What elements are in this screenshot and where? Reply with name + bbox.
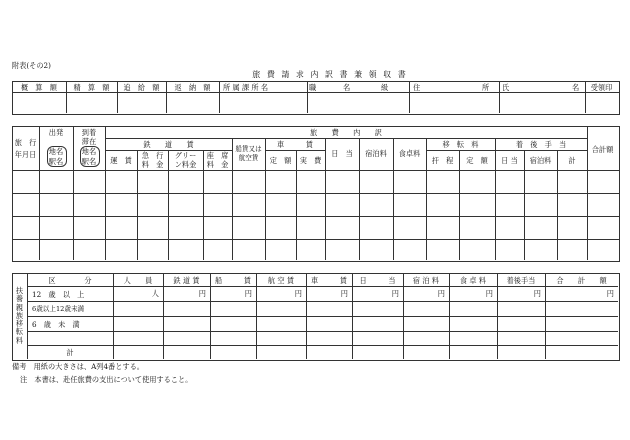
meal-label: 食卓料 — [398, 149, 421, 158]
header-address-2: 所 — [482, 83, 490, 92]
departure-station-label: 駅名 — [48, 157, 64, 166]
header-fullname-1: 氏 — [502, 83, 510, 92]
car-fixed-label: 定 額 — [269, 156, 292, 165]
family-header-daily: 日 当 — [359, 276, 396, 285]
daily-allowance-label: 日 当 — [331, 149, 353, 158]
ship-fare-label-1: 船賃又は — [235, 145, 262, 153]
header-department: 所 属 課 所 名 — [223, 83, 269, 92]
document-title: 旅 費 請 求 内 訳 書 兼 領 収 書 — [252, 70, 408, 79]
unit-yen-ship: 円 — [244, 289, 252, 298]
row-age-12-plus: 12 歳 以 上 — [32, 290, 85, 299]
unit-yen-total: 円 — [606, 289, 614, 298]
row-age-under-6: 6 歳 未 満 — [32, 320, 80, 329]
family-header-rail: 鉄 道 賃 — [173, 276, 200, 285]
green-label-2: ン料金 — [174, 160, 197, 169]
arrival-station-label: 駅名 — [81, 157, 97, 166]
unit-yen-lodging: 円 — [437, 289, 445, 298]
unit-yen-daily: 円 — [391, 289, 399, 298]
family-header-lodging: 宿 泊 料 — [412, 276, 440, 285]
header-grade: 級 — [381, 83, 389, 92]
dependents-side-label: 扶 養 親 族 移 転 料 — [15, 286, 24, 345]
family-header-category: 区 分 — [48, 276, 92, 285]
family-header-car: 車 賃 — [311, 276, 347, 285]
car-actual-label: 実 費 — [299, 156, 322, 165]
express-label-2: 料 金 — [141, 160, 164, 169]
header-refund: 返 納 額 — [174, 83, 211, 92]
rail-fare-group: 鉄 道 賃 — [143, 140, 194, 149]
total-amount-label: 合計額 — [591, 145, 614, 154]
moving-fixed-label: 定 額 — [466, 156, 488, 165]
post-arrival-group: 着 後 手 当 — [515, 140, 567, 149]
departure-place-label: 地名 — [48, 147, 64, 156]
arrival-place-label: 地名 — [81, 147, 97, 156]
moving-distance-label: 扞 程 — [431, 156, 454, 165]
header-receipt-seal: 受領印 — [590, 83, 613, 92]
unit-yen-rail: 円 — [198, 289, 206, 298]
unit-yen-meal: 円 — [485, 289, 493, 298]
unit-yen-air: 円 — [294, 289, 302, 298]
header-position: 職 — [309, 83, 317, 92]
moving-fee-group: 移 転 料 — [442, 140, 479, 149]
departure-label: 出発 — [48, 128, 64, 137]
travel-date-label-2: 年月日 — [14, 150, 37, 159]
lodging-label: 宿泊料 — [365, 149, 387, 158]
green-label-1: グリー — [174, 151, 197, 160]
unit-yen-post: 円 — [533, 289, 541, 298]
express-label-1: 急 行 — [141, 151, 164, 160]
arrival-label: 到着 — [81, 128, 97, 137]
note-paper-size: 備考 用紙の大きさは、A列4番とする。 — [12, 362, 144, 371]
header-estimate: 概 算 額 — [21, 83, 57, 92]
row-total: 計 — [66, 348, 74, 357]
rail-basic-fare: 運 賃 — [110, 156, 132, 165]
family-header-count: 人 員 — [123, 276, 153, 285]
unit-person: 人 — [151, 289, 159, 298]
ship-fare-label-2: 航空賃 — [238, 154, 259, 162]
unit-yen-car: 円 — [340, 289, 348, 298]
header-settlement: 精 算 額 — [73, 83, 110, 92]
stay-label: 滞在 — [81, 137, 97, 146]
family-header-ship: 船 賃 — [215, 276, 251, 285]
family-header-meal: 食 卓 料 — [459, 276, 487, 285]
family-header-total: 合 計 額 — [556, 276, 607, 285]
note-usage: 注 本書は、赴任旅費の支出について使用すること。 — [20, 375, 193, 384]
post-subtotal-label: 計 — [568, 156, 576, 165]
seat-label-1: 座 席 — [206, 151, 229, 160]
header-additional: 追 給 額 — [123, 83, 160, 92]
travel-date-label-1: 旅 行 — [14, 138, 37, 147]
family-header-post: 着後手当 — [506, 276, 536, 285]
post-lodging-label: 宿泊料 — [529, 156, 552, 165]
header-name-1: 名 — [343, 83, 351, 92]
post-daily-label: 日 当 — [501, 156, 518, 165]
family-header-air: 航 空 賃 — [267, 276, 295, 285]
header-address-1: 住 — [413, 83, 421, 92]
car-fare-group: 車 賃 — [277, 140, 313, 149]
header-note: 附表(その2) — [12, 61, 51, 70]
header-fullname-2: 名 — [572, 83, 580, 92]
seat-label-2: 料 金 — [206, 160, 229, 169]
row-age-6-to-12: 6歳以上12歳未満 — [32, 305, 85, 313]
expense-breakdown-header: 旅 費 内 訳 — [310, 128, 382, 137]
